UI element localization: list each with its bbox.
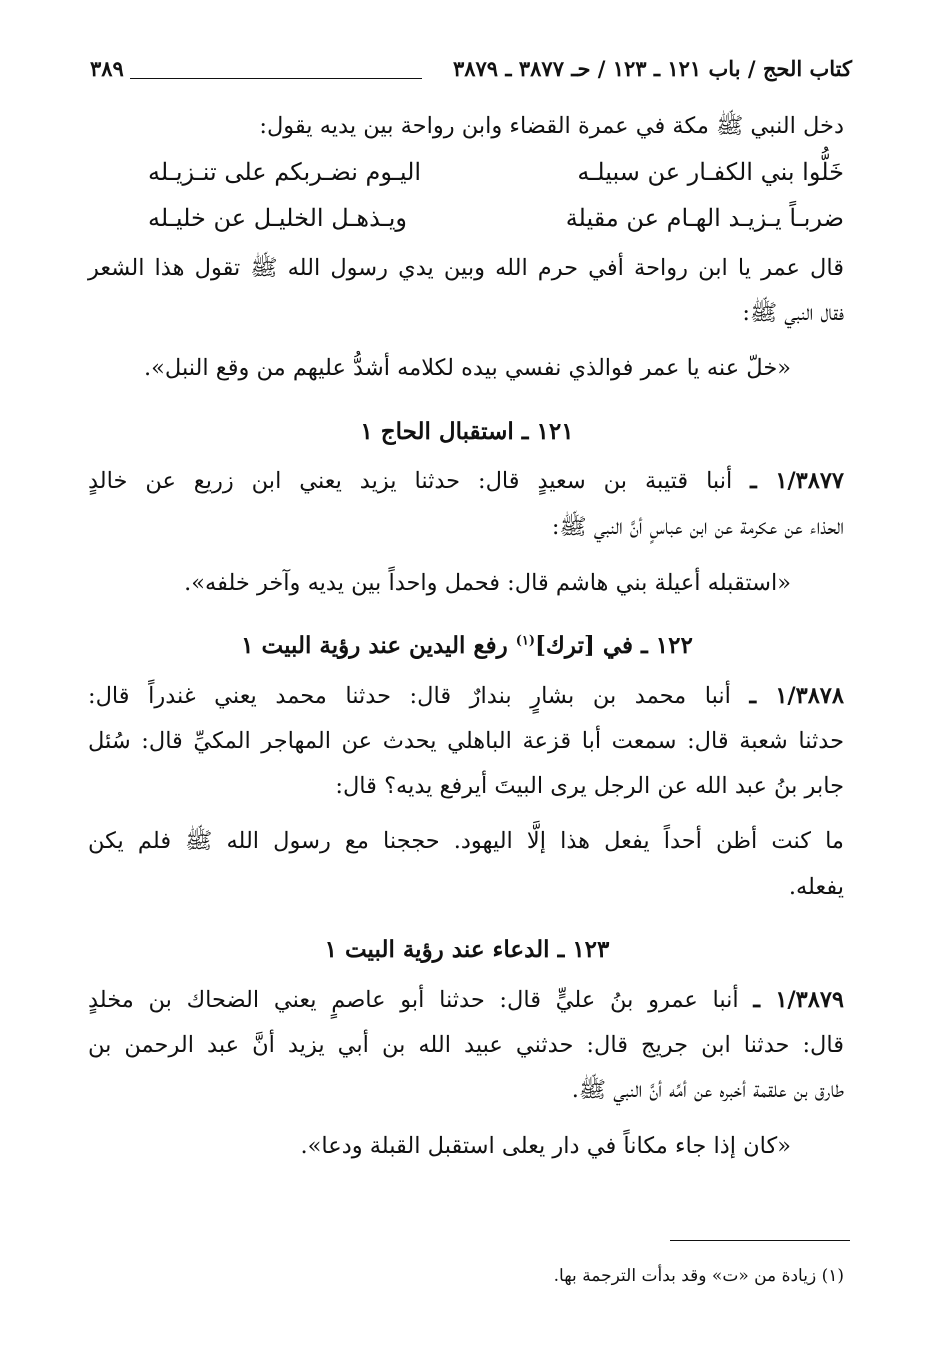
verse-2-left: ويـذهـل الخليـل عن خليـله xyxy=(148,204,407,232)
footnote-1: (١) زيادة من «ت» وقد بدأت الترجمة بها. xyxy=(553,1266,844,1286)
intro-line-3: فقال النبي ﷺ: xyxy=(742,300,844,326)
hadith-text: أنبا عمرو بنُ عليٍّ قال: حدثنا أبو عاصمٍ يعني الضحاك بن مخلدٍ xyxy=(88,987,739,1013)
hadith-3879-line-2: قال: حدثنا ابن جريج قال: حدثني عبيد الله بن أبي يزيد أنَّ عبد الرحمن بن xyxy=(88,1032,844,1058)
page-number: ٣٨٩ xyxy=(90,56,124,81)
hadith-3878-line-5: يفعله. xyxy=(788,874,844,900)
hadith-3877-line-3: «استقبله أعيلة بني هاشم قال: فحمل واحداً بين يديه وآخر خلفه». xyxy=(184,570,791,596)
hadith-3879-line-1 xyxy=(88,987,844,1014)
hadith-number: ١/٣٨٧٨ ـ xyxy=(749,683,844,709)
hadith-3878-line-1 xyxy=(88,683,844,710)
hadith-3877-line-1 xyxy=(88,468,844,495)
hadith-3878-line-2: حدثنا شعبة قال: سمعت أبا قزعة الباهلي يحدث عن المهاجر المكيِّ قال: سُئل xyxy=(88,728,844,754)
verse-2-right: ضربـاً يـزيـد الهـام عن مقيلة xyxy=(565,204,844,232)
verse-1-left: اليـوم نضـربكم على تنـزيـله xyxy=(148,158,422,186)
hadith-text: أنبا قتيبة بن سعيدٍ قال: حدثنا يزيد يعني ابن زريع عن خالدٍ xyxy=(88,468,733,494)
hadith-number: ١/٣٨٧٩ ـ xyxy=(753,987,844,1013)
hadith-number: ١/٣٨٧٧ ـ xyxy=(750,468,844,494)
intro-line-4: «خلّ عنه يا عمر فوالذي نفسي بيده لكلامه أشدُّ عليهم من وقع النبل». xyxy=(144,355,791,381)
hadith-3879-line-3: طارق بن علقمة أخبره عن أمِّه أنَّ النبي ﷺ. xyxy=(571,1077,844,1103)
intro-line-1: دخل النبي ﷺ مكة في عمرة القضاء وابن رواحة بين يديه يقول: xyxy=(259,113,844,139)
hadith-3878-line-3: جابر بنُ عبد الله عن الرجل يرى البيتَ أيرفع يديه؟ قال: xyxy=(335,773,844,799)
footnote-rule xyxy=(670,1240,850,1241)
hadith-3878-line-4: ما كنت أظن أحداً يفعل هذا إلَّا اليهود. حججنا مع رسول الله ﷺ فلم يكن xyxy=(88,828,844,854)
header-rule xyxy=(130,78,422,79)
running-title: كتاب الحج / باب ١٢١ ـ ١٢٣ / حـ ٣٨٧٧ ـ ٣٨٧٩ xyxy=(452,56,852,81)
section-122-heading xyxy=(0,632,934,660)
hadith-3877-line-2: الحذاء عن عكرمة عن ابن عباسٍ أنَّ النبي ﷺ: xyxy=(551,514,844,540)
section-121-heading: ١٢١ ـ استقبال الحاج ١ xyxy=(360,418,574,445)
heading-part-b: رفع اليدين عند رؤية البيت ١ xyxy=(241,632,516,659)
footnote-ref: (١) xyxy=(515,633,536,649)
section-123-heading: ١٢٣ ـ الدعاء عند رؤية البيت ١ xyxy=(324,936,610,963)
running-header xyxy=(90,56,852,90)
intro-line-2: قال عمر يا ابن رواحة أفي حرم الله وبين يدي رسول الله ﷺ تقول هذا الشعر xyxy=(88,255,844,281)
hadith-3879-line-4: «كان إذا جاء مكاناً في دار يعلى استقبل القبلة ودعا». xyxy=(300,1133,791,1159)
heading-part-a: ١٢٢ ـ في [ترك] xyxy=(535,632,693,659)
verse-1-right: خَلُّوا بني الكفـار عن سبيلـه xyxy=(577,158,844,186)
hadith-text: أنبا محمد بن بشارٍ بندارٌ قال: حدثنا محمد يعني غندراً قال: xyxy=(88,683,731,709)
